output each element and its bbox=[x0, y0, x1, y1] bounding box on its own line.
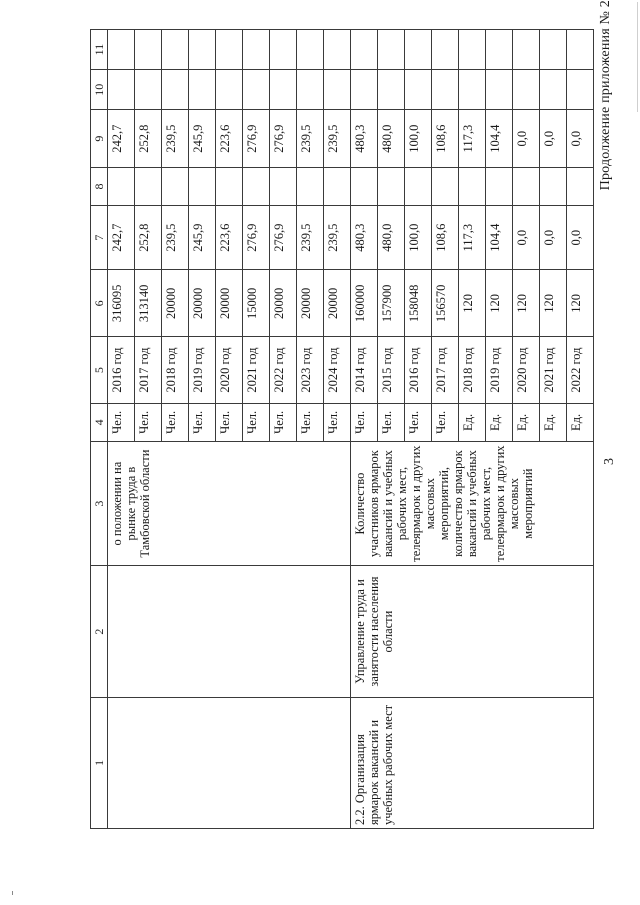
plan-value-cell: 157900 bbox=[378, 270, 405, 337]
executor-cell: Управление труда и занятости населения области bbox=[351, 566, 594, 697]
year-cell: 2019 год bbox=[189, 337, 216, 404]
plan-value-cell: 120 bbox=[459, 270, 486, 337]
local-budget-cell bbox=[297, 70, 324, 110]
plan-value-cell: 313140 bbox=[135, 270, 162, 337]
other-sources-cell bbox=[567, 30, 594, 70]
unit-cell: Чел. bbox=[297, 403, 324, 441]
other-sources-cell bbox=[378, 30, 405, 70]
column-number: 8 bbox=[91, 168, 108, 206]
regional-budget-cell: 0,0 bbox=[567, 110, 594, 168]
other-sources-cell bbox=[351, 30, 378, 70]
regional-budget-cell: 117,3 bbox=[459, 110, 486, 168]
column-number: 4 bbox=[91, 403, 108, 441]
amount-cell: 239,5 bbox=[162, 205, 189, 270]
federal-budget-cell bbox=[432, 168, 459, 206]
federal-budget-cell bbox=[459, 168, 486, 206]
column-number: 1 bbox=[91, 697, 108, 828]
column-number: 5 bbox=[91, 337, 108, 404]
federal-budget-cell bbox=[270, 168, 297, 206]
column-number: 2 bbox=[91, 566, 108, 697]
amount-cell: 276,9 bbox=[243, 205, 270, 270]
unit-cell: Чел. bbox=[432, 403, 459, 441]
amount-cell: 239,5 bbox=[324, 205, 351, 270]
amount-cell: 276,9 bbox=[270, 205, 297, 270]
unit-cell: Чел. bbox=[324, 403, 351, 441]
year-cell: 2020 год bbox=[216, 337, 243, 404]
amount-cell: 480,0 bbox=[378, 205, 405, 270]
year-cell: 2022 год bbox=[270, 337, 297, 404]
federal-budget-cell bbox=[162, 168, 189, 206]
federal-budget-cell bbox=[513, 168, 540, 206]
indicator-name-cell: Количество участников ярмарок вакансий и учебных рабочих мест, телеярмарок и других массовых мероприятий, количество ярмарок вакансий и учебных рабочих мест, телеярмарок и других массовых мероприятий bbox=[351, 441, 594, 566]
plan-value-cell: 316095 bbox=[108, 270, 135, 337]
other-sources-cell bbox=[432, 30, 459, 70]
plan-value-cell: 20000 bbox=[216, 270, 243, 337]
plan-value-cell: 160000 bbox=[351, 270, 378, 337]
plan-value-cell: 156570 bbox=[432, 270, 459, 337]
amount-cell: 223,6 bbox=[216, 205, 243, 270]
local-budget-cell bbox=[324, 70, 351, 110]
local-budget-cell bbox=[162, 70, 189, 110]
amount-cell: 0,0 bbox=[513, 205, 540, 270]
unit-cell: Ед. bbox=[540, 403, 567, 441]
scan-artifact bbox=[12, 891, 13, 895]
column-number: 9 bbox=[91, 110, 108, 168]
other-sources-cell bbox=[297, 30, 324, 70]
page-number: 3 bbox=[602, 458, 617, 465]
unit-cell: Чел. bbox=[108, 403, 135, 441]
local-budget-cell bbox=[135, 70, 162, 110]
federal-budget-cell bbox=[486, 168, 513, 206]
unit-cell: Чел. bbox=[189, 403, 216, 441]
unit-cell: Ед. bbox=[513, 403, 540, 441]
other-sources-cell bbox=[216, 30, 243, 70]
other-sources-cell bbox=[486, 30, 513, 70]
amount-cell: 0,0 bbox=[540, 205, 567, 270]
amount-cell: 108,6 bbox=[432, 205, 459, 270]
year-cell: 2023 год bbox=[297, 337, 324, 404]
year-cell: 2018 год bbox=[459, 337, 486, 404]
activity-name-cell: 2.2. Организация ярмарок вакансий и учебных рабочих мест bbox=[351, 697, 594, 828]
regional-budget-cell: 100,0 bbox=[405, 110, 432, 168]
column-number: 6 bbox=[91, 270, 108, 337]
other-sources-cell bbox=[270, 30, 297, 70]
local-budget-cell bbox=[189, 70, 216, 110]
regional-budget-cell: 480,3 bbox=[351, 110, 378, 168]
other-sources-cell bbox=[243, 30, 270, 70]
amount-cell: 480,3 bbox=[351, 205, 378, 270]
regional-budget-cell: 276,9 bbox=[270, 110, 297, 168]
local-budget-cell bbox=[540, 70, 567, 110]
local-budget-cell bbox=[270, 70, 297, 110]
regional-budget-cell: 0,0 bbox=[540, 110, 567, 168]
unit-cell: Чел. bbox=[270, 403, 297, 441]
local-budget-cell bbox=[378, 70, 405, 110]
appendix-continuation-caption: Продолжение приложения № 2 bbox=[598, 0, 613, 191]
year-cell: 2020 год bbox=[513, 337, 540, 404]
federal-budget-cell bbox=[567, 168, 594, 206]
amount-cell: 252,8 bbox=[135, 205, 162, 270]
budget-table bbox=[90, 29, 594, 829]
federal-budget-cell bbox=[540, 168, 567, 206]
federal-budget-cell bbox=[189, 168, 216, 206]
column-number: 3 bbox=[91, 441, 108, 566]
year-cell: 2024 год bbox=[324, 337, 351, 404]
year-cell: 2022 год bbox=[567, 337, 594, 404]
local-budget-cell bbox=[405, 70, 432, 110]
plan-value-cell: 120 bbox=[486, 270, 513, 337]
year-cell: 2017 год bbox=[135, 337, 162, 404]
column-number: 10 bbox=[91, 70, 108, 110]
local-budget-cell bbox=[432, 70, 459, 110]
activity-name-cell bbox=[108, 697, 351, 828]
amount-cell: 100,0 bbox=[405, 205, 432, 270]
other-sources-cell bbox=[405, 30, 432, 70]
regional-budget-cell: 0,0 bbox=[513, 110, 540, 168]
local-budget-cell bbox=[216, 70, 243, 110]
other-sources-cell bbox=[135, 30, 162, 70]
local-budget-cell bbox=[243, 70, 270, 110]
unit-cell: Чел. bbox=[405, 403, 432, 441]
federal-budget-cell bbox=[378, 168, 405, 206]
executor-cell bbox=[108, 566, 351, 697]
table-row bbox=[108, 30, 135, 829]
federal-budget-cell bbox=[324, 168, 351, 206]
regional-budget-cell: 239,5 bbox=[324, 110, 351, 168]
plan-value-cell: 20000 bbox=[297, 270, 324, 337]
plan-value-cell: 20000 bbox=[270, 270, 297, 337]
other-sources-cell bbox=[540, 30, 567, 70]
plan-value-cell: 15000 bbox=[243, 270, 270, 337]
regional-budget-cell: 239,5 bbox=[162, 110, 189, 168]
federal-budget-cell bbox=[108, 168, 135, 206]
year-cell: 2018 год bbox=[162, 337, 189, 404]
scan-artifact bbox=[637, 2, 638, 112]
local-budget-cell bbox=[459, 70, 486, 110]
plan-value-cell: 158048 bbox=[405, 270, 432, 337]
federal-budget-cell bbox=[216, 168, 243, 206]
unit-cell: Чел. bbox=[351, 403, 378, 441]
unit-cell: Чел. bbox=[135, 403, 162, 441]
unit-cell: Ед. bbox=[486, 403, 513, 441]
federal-budget-cell bbox=[351, 168, 378, 206]
year-cell: 2021 год bbox=[540, 337, 567, 404]
unit-cell: Ед. bbox=[567, 403, 594, 441]
federal-budget-cell bbox=[243, 168, 270, 206]
local-budget-cell bbox=[513, 70, 540, 110]
unit-cell: Чел. bbox=[216, 403, 243, 441]
year-cell: 2014 год bbox=[351, 337, 378, 404]
regional-budget-cell: 252,8 bbox=[135, 110, 162, 168]
other-sources-cell bbox=[162, 30, 189, 70]
year-cell: 2016 год bbox=[405, 337, 432, 404]
amount-cell: 245,9 bbox=[189, 205, 216, 270]
federal-budget-cell bbox=[405, 168, 432, 206]
plan-value-cell: 20000 bbox=[189, 270, 216, 337]
plan-value-cell: 20000 bbox=[162, 270, 189, 337]
other-sources-cell bbox=[459, 30, 486, 70]
regional-budget-cell: 104,4 bbox=[486, 110, 513, 168]
year-cell: 2016 год bbox=[108, 337, 135, 404]
year-cell: 2017 год bbox=[432, 337, 459, 404]
local-budget-cell bbox=[351, 70, 378, 110]
table-row bbox=[351, 30, 378, 829]
regional-budget-cell: 239,5 bbox=[297, 110, 324, 168]
other-sources-cell bbox=[189, 30, 216, 70]
regional-budget-cell: 480,0 bbox=[378, 110, 405, 168]
regional-budget-cell: 245,9 bbox=[189, 110, 216, 168]
regional-budget-cell: 242,7 bbox=[108, 110, 135, 168]
other-sources-cell bbox=[513, 30, 540, 70]
regional-budget-cell: 276,9 bbox=[243, 110, 270, 168]
amount-cell: 239,5 bbox=[297, 205, 324, 270]
column-number: 7 bbox=[91, 205, 108, 270]
federal-budget-cell bbox=[297, 168, 324, 206]
other-sources-cell bbox=[324, 30, 351, 70]
other-sources-cell bbox=[108, 30, 135, 70]
federal-budget-cell bbox=[135, 168, 162, 206]
local-budget-cell bbox=[108, 70, 135, 110]
unit-cell: Чел. bbox=[162, 403, 189, 441]
local-budget-cell bbox=[567, 70, 594, 110]
plan-value-cell: 120 bbox=[513, 270, 540, 337]
indicator-name-cell: о положении на рынке труда в Тамбовской области bbox=[108, 441, 351, 566]
regional-budget-cell: 108,6 bbox=[432, 110, 459, 168]
year-cell: 2015 год bbox=[378, 337, 405, 404]
local-budget-cell bbox=[486, 70, 513, 110]
amount-cell: 104,4 bbox=[486, 205, 513, 270]
year-cell: 2019 год bbox=[486, 337, 513, 404]
column-number: 11 bbox=[91, 30, 108, 70]
amount-cell: 117,3 bbox=[459, 205, 486, 270]
unit-cell: Чел. bbox=[243, 403, 270, 441]
plan-value-cell: 120 bbox=[567, 270, 594, 337]
unit-cell: Чел. bbox=[378, 403, 405, 441]
year-cell: 2021 год bbox=[243, 337, 270, 404]
plan-value-cell: 120 bbox=[540, 270, 567, 337]
plan-value-cell: 20000 bbox=[324, 270, 351, 337]
column-number-row bbox=[91, 30, 108, 829]
regional-budget-cell: 223,6 bbox=[216, 110, 243, 168]
amount-cell: 0,0 bbox=[567, 205, 594, 270]
unit-cell: Ед. bbox=[459, 403, 486, 441]
amount-cell: 242,7 bbox=[108, 205, 135, 270]
